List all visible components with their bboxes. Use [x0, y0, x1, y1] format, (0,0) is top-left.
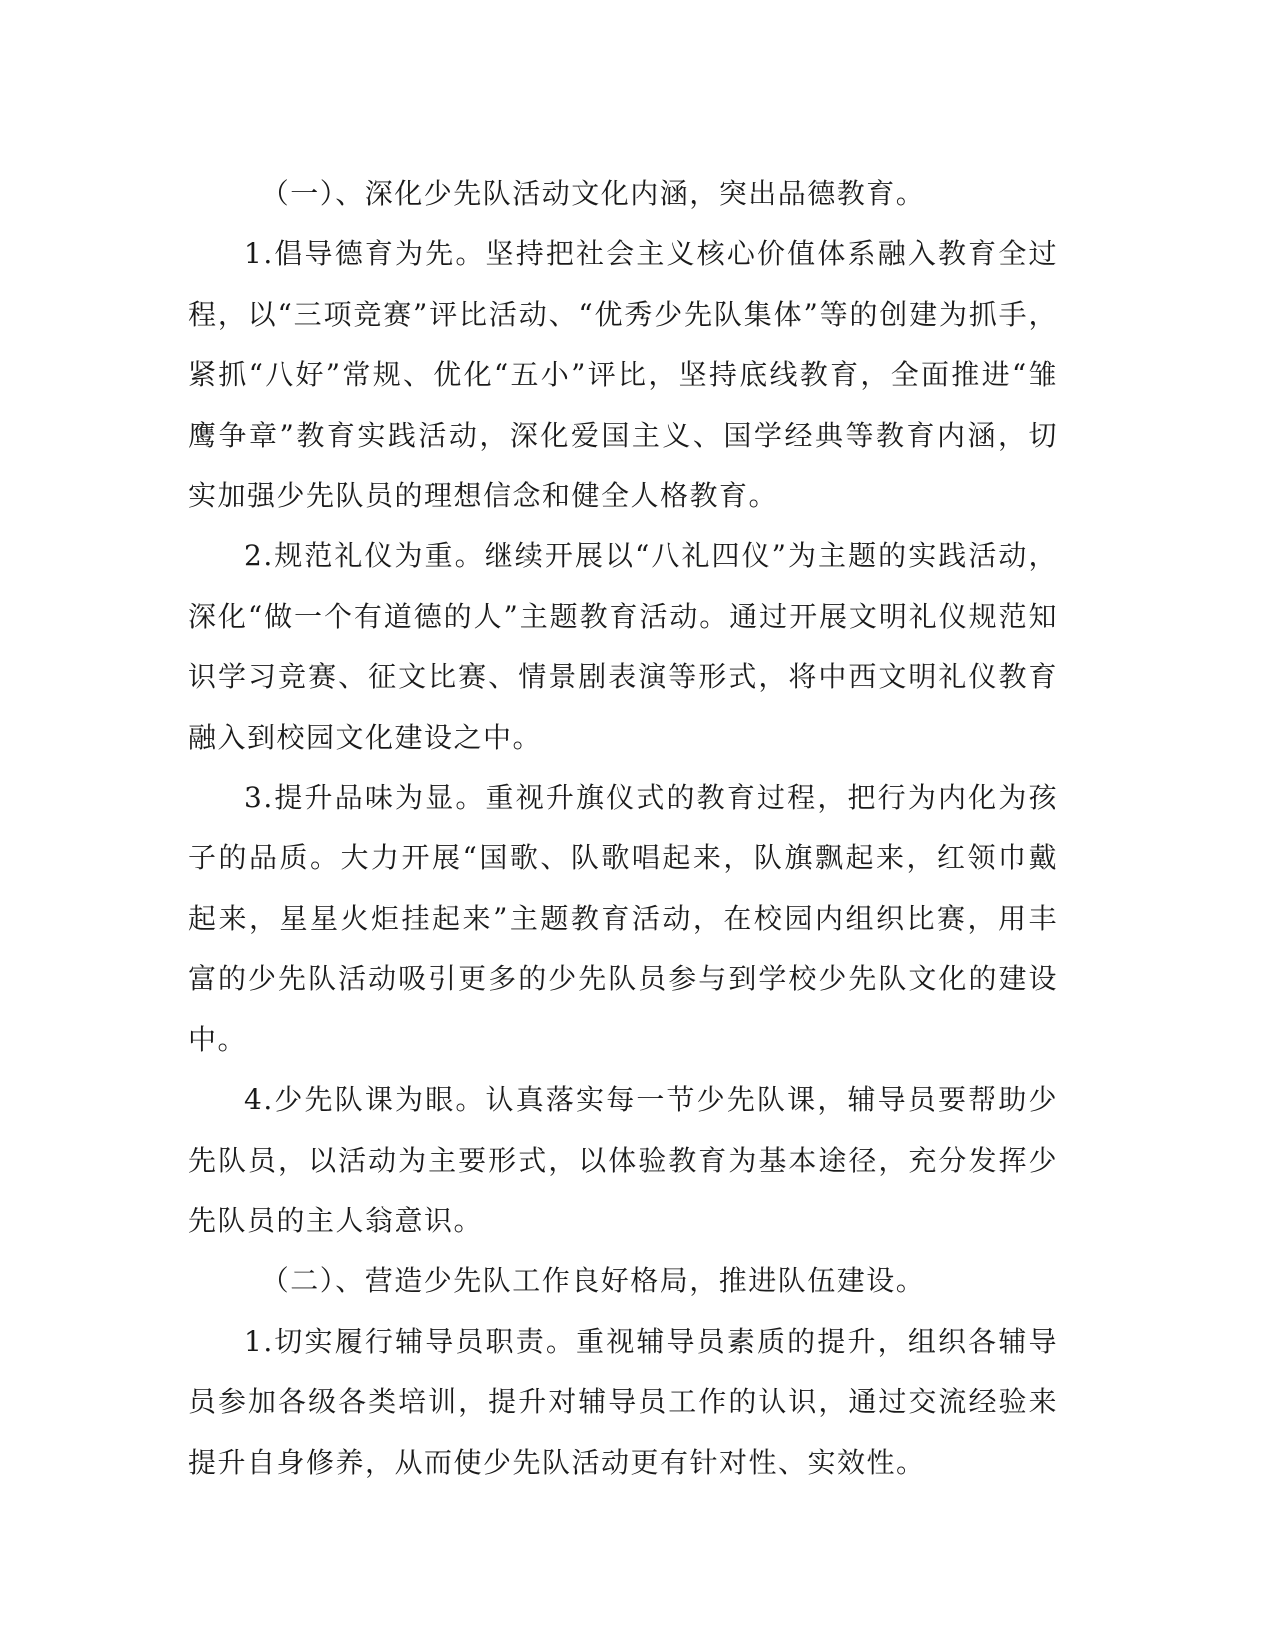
paragraph-3: 3.提升品味为显。重视升旗仪式的教育过程，把行为内化为孩子的品质。大力开展“国歌、队歌唱起来，队旗飘起来，红领巾戴起来，星星火炬挂起来”主题教育活动，在校园内组织比赛，用丰富的少先队活动吸引更多的少先队员参与到学校少先队文化的建设中。	[188, 781, 1058, 1056]
paragraph-1: 1.倡导德育为先。坚持把社会主义核心价值体系融入教育全过程，以“三项竞赛”评比活动、“优秀少先队集体”等的创建为抓手，紧抓“八好”常规、优化“五小”评比，坚持底线教育，全面推进“雏鹰争章”教育实践活动，深化爱国主义、国学经典等教育内涵，切实加强少先队员的理想信念和健全人格教育。	[188, 237, 1058, 513]
paragraph-5: 1.切实履行辅导员职责。重视辅导员素质的提升，组织各辅导员参加各级各类培训，提升对辅导员工作的认识，通过交流经验来提升自身修养，从而使少先队活动更有针对性、实效性。	[188, 1324, 1058, 1479]
section-heading-1: （一）、深化少先队活动文化内涵，突出品德教育。	[260, 177, 926, 210]
document-body	[188, 164, 1058, 1493]
paragraph-4: 4.少先队课为眼。认真落实每一节少先队课，辅导员要帮助少先队员，以活动为主要形式，以体验教育为基本途径，充分发挥少先队员的主人翁意识。	[188, 1083, 1058, 1237]
section-heading-2: （二）、营造少先队工作良好格局，推进队伍建设。	[260, 1264, 926, 1298]
paragraph-2: 2.规范礼仪为重。继续开展以“八礼四仪”为主题的实践活动，深化“做一个有道德的人”主题教育活动。通过开展文明礼仪规范知识学习竞赛、征文比赛、情景剧表演等形式，将中西文明礼仪教育融入到校园文化建设之中。	[188, 539, 1058, 754]
